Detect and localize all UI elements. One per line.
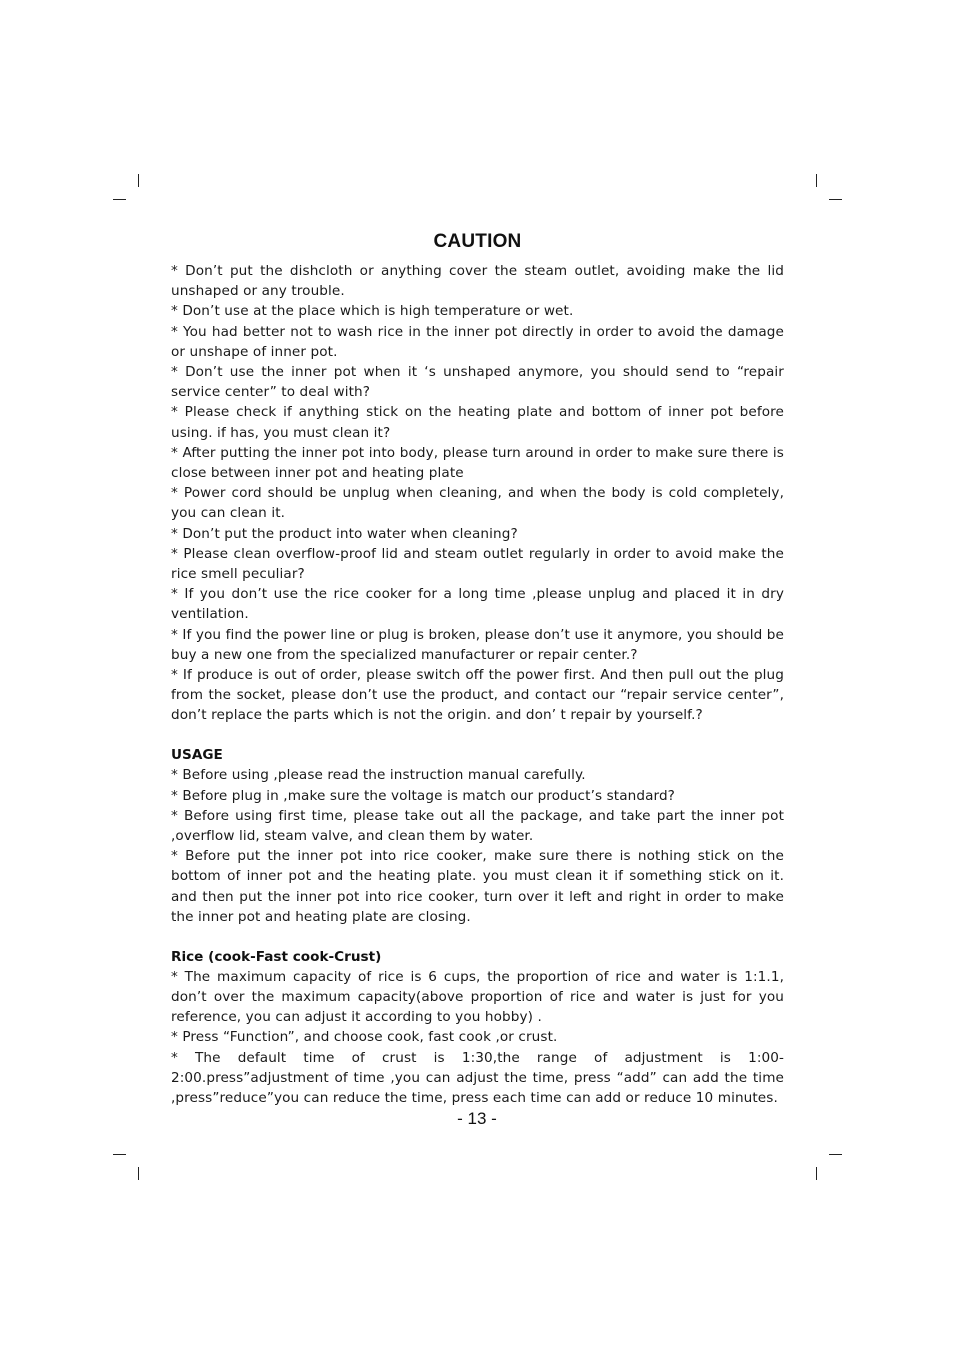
crop-mark-top-right-vertical [816, 174, 817, 187]
crop-mark-bottom-left-vertical [138, 1167, 139, 1180]
caution-item: * Please check if anything stick on the heating plate and bottom of inner pot before using. if has, you must clean it? [171, 404, 784, 441]
caution-item: * Don’t use at the place which is high temperature or wet. [171, 303, 574, 320]
caution-item: * Power cord should be unplug when cleaning, and when the body is cold completely, you can clean it. [171, 485, 784, 522]
caution-item: * Don’t put the product into water when cleaning? [171, 525, 518, 542]
caution-item: * Don’t put the dishcloth or anything cover the steam outlet, avoiding make the lid unshaped or any trouble. [171, 263, 784, 300]
caution-list [171, 261, 784, 726]
rice-item: * The default time of crust is 1:30,the range of adjustment is 1:00-2:00.press”adjustment of time ,you can adjust the time, press “add” can add the time ,press”reduce”you can reduce the time, press each time can add or reduce 10 minutes. [171, 1049, 784, 1106]
rice-item: * Press “Function”, and choose cook, fast cook ,or crust. [171, 1029, 558, 1046]
usage-list [171, 765, 784, 927]
usage-item: * Before using ,please read the instruction manual carefully. [171, 767, 586, 784]
caution-title: CAUTION [433, 231, 522, 252]
caution-item: * If you don’t use the rice cooker for a long time ,please unplug and placed it in dry ventilation. [171, 586, 784, 623]
crop-mark-bottom-left-horizontal [113, 1154, 126, 1155]
usage-item: * Before using first time, please take out all the package, and take part the inner pot ,overflow lid, steam valve, and clean them by water. [171, 807, 784, 844]
rice-heading: Rice (cook-Fast cook-Crust) [171, 948, 382, 965]
rice-item: * The maximum capacity of rice is 6 cups, the proportion of rice and water is 1:1.1, don’t over the maximum capacity(above proportion of rice and water is just for you reference, you can adjust it according to you hobby) . [171, 968, 784, 1026]
caution-item: * If produce is out of order, please switch off the power first. And then pull out the plug from the socket, please don’t use the product, and contact our “repair service center”, don’t replace the parts which is not the origin. and don’ t repair by yourself.? [171, 667, 784, 724]
rice-list [171, 967, 784, 1108]
crop-mark-top-left-horizontal [113, 199, 126, 200]
caution-item: * Please clean overflow-proof lid and steam outlet regularly in order to avoid make the rice smell peculiar? [171, 545, 784, 583]
crop-mark-bottom-right-vertical [816, 1167, 817, 1180]
crop-mark-top-right-horizontal [829, 199, 842, 200]
caution-item: * Don’t use the inner pot when it ‘s unshaped anymore, you should send to “repair service center” to deal with? [171, 364, 784, 401]
crop-mark-bottom-right-horizontal [829, 1154, 842, 1155]
caution-item: * You had better not to wash rice in the inner pot directly in order to avoid the damage or unshape of inner pot. [171, 323, 784, 360]
usage-item: * Before put the inner pot into rice cooker, make sure there is nothing stick on the bottom of inner pot and the heating plate. you must clean it if something stick on it. and then put the inner pot into rice cooker, turn over it left and right in order to make the inner pot and heating plate are closing. [171, 848, 784, 925]
crop-mark-top-left-vertical [138, 174, 139, 187]
usage-heading: USAGE [171, 747, 223, 764]
usage-item: * Before plug in ,make sure the voltage is match our product’s standard? [171, 787, 676, 804]
page-content [171, 230, 784, 1108]
caution-item: * After putting the inner pot into body, please turn around in order to make sure there is close between inner pot and heating plate [171, 444, 784, 482]
caution-item: * If you find the power line or plug is broken, please don’t use it anymore, you should be buy a new one from the specialized manufacturer or repair center.? [171, 626, 784, 663]
page-number: - 13 - [457, 1109, 497, 1128]
